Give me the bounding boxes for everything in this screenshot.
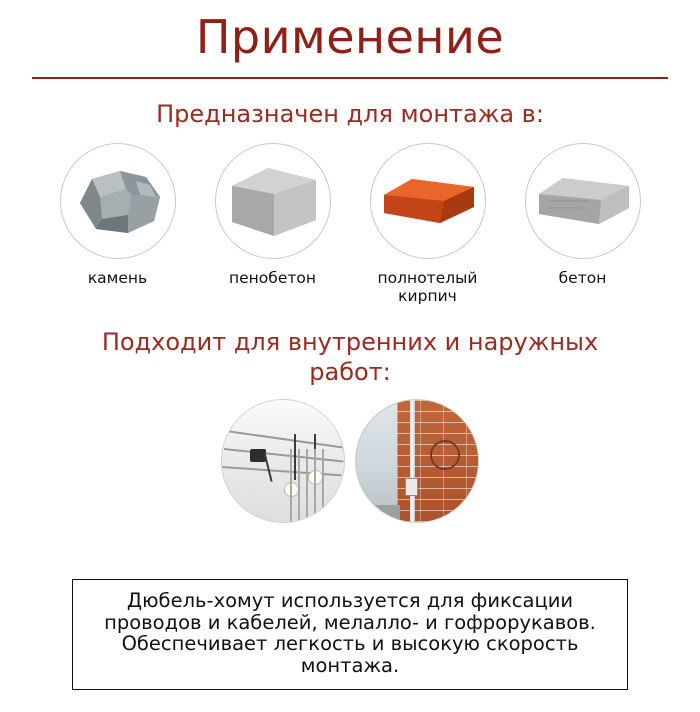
materials-list: [0, 143, 700, 306]
list-item: [365, 143, 490, 306]
outdoor-brick-wall-photo: [355, 399, 479, 523]
cable-coil-icon: [430, 440, 460, 470]
foam-concrete-block-icon: [224, 160, 322, 242]
material-label: камень: [87, 268, 148, 287]
cable-conduit-icon: [410, 400, 415, 522]
material-label: полнотелый кирпич: [377, 268, 478, 305]
work-photos-list: [0, 399, 700, 523]
list-item: [520, 143, 645, 306]
title-divider: [32, 77, 668, 79]
material-thumbnail-brick: [370, 143, 486, 259]
list-item: [55, 143, 180, 306]
description-box: [72, 579, 628, 690]
mounting-section-heading: Предназначен для монтажа в:: [156, 99, 544, 128]
material-thumbnail-stone: [60, 143, 176, 259]
description-text: Дюбель-хомут используется для фиксации проводов и кабелей, мелалло- и гофрорукавов. Обеспечивает легкость и высокую скорость монтажа.: [104, 588, 596, 678]
list-item: [210, 143, 335, 306]
concrete-block-icon: [533, 166, 633, 236]
indoor-wiring-photo: [221, 399, 345, 523]
solid-brick-icon: [378, 169, 478, 233]
page-title: Применение: [195, 10, 505, 64]
material-label: пенобетон: [228, 268, 317, 287]
outlet-box-icon: [405, 478, 418, 496]
application-info-card: [0, 12, 700, 712]
works-section-heading: Подходит для внутренних и наружных работ:: [101, 328, 599, 387]
material-thumbnail-foam-concrete: [215, 143, 331, 259]
material-label: бетон: [558, 268, 607, 287]
material-thumbnail-concrete: [525, 143, 641, 259]
stone-icon: [70, 163, 166, 239]
